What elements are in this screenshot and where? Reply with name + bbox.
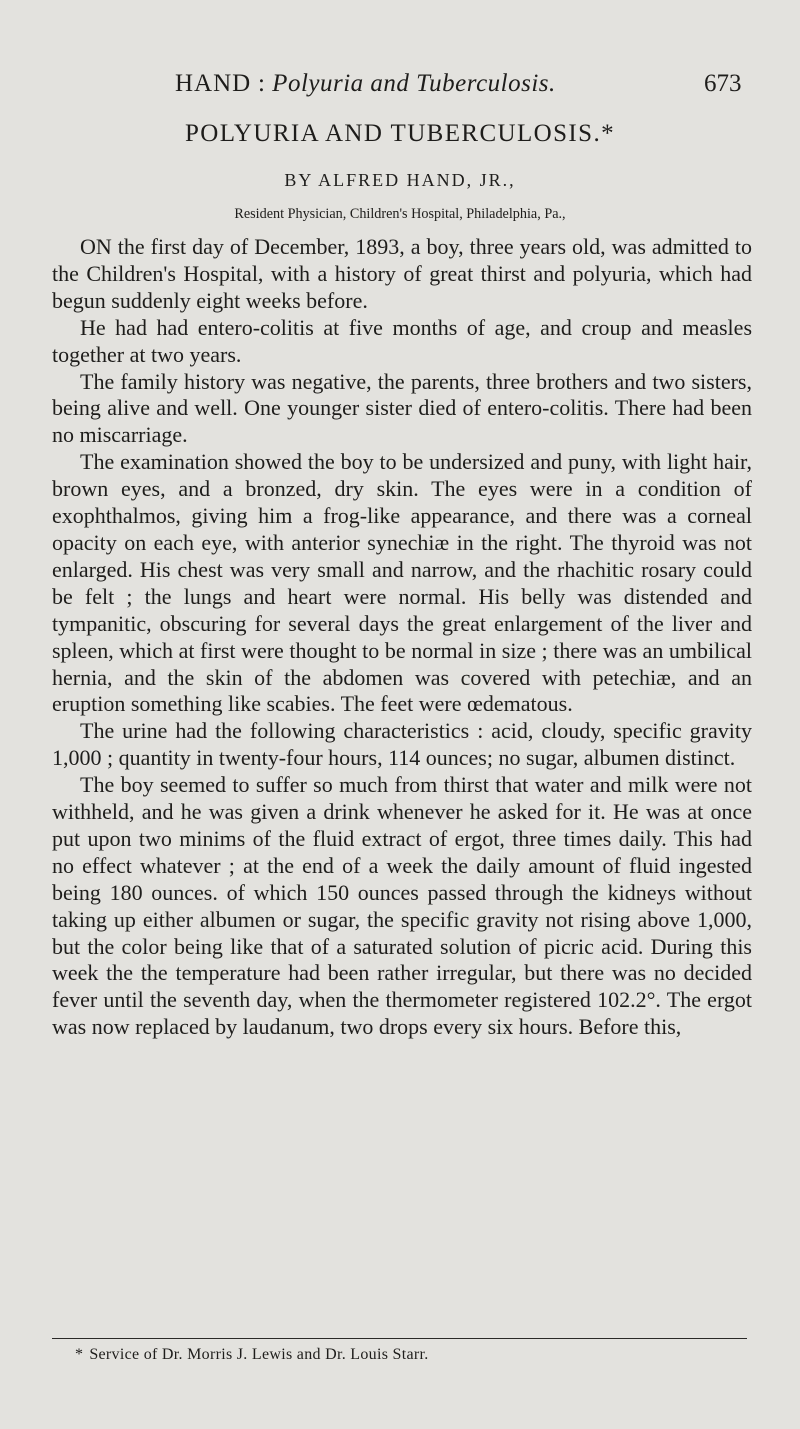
paragraph: The boy seemed to suffer so much from thirst that water and milk were not withheld, and he was given a drink whenever he asked for it. He was at once put upon two minims of the fluid extract of ergot, three times daily. This had no effect whatever ; at the end of a week the daily amount of fluid ingested being 180 ounces. of which 150 ounces passed through the kidneys without taking up either albumen or sugar, the specific gravity not rising above 1,000, but the color being like that of a saturated solution of picric acid. During this week the the temperature had been rather irregular, but there was no decided fever until the seventh day, when the thermometer registered 102.2°. The ergot was now replaced by laudanum, two drops every six hours. Before this, xyxy=(52,772,752,1040)
paragraph: ON the first day of December, 1893, a boy, three years old, was admitted to the Children's Hospital, with a history of great thirst and polyuria, which had begun suddenly eight weeks before. xyxy=(52,234,752,313)
running-head-title: Polyuria and Tuberculosis. xyxy=(272,70,556,97)
footnote-mark: * xyxy=(75,1346,84,1363)
article-body xyxy=(52,234,752,1041)
page-number: 673 xyxy=(704,70,742,97)
footnote-rule xyxy=(52,1338,747,1339)
paragraph: The urine had the following characteristics : acid, cloudy, specific gravity 1,000 ; quantity in twenty-four hours, 114 ounces; no sugar, albumen distinct. xyxy=(52,718,752,771)
paragraph: The family history was negative, the parents, three brothers and two sisters, being alive and well. One younger sister died of entero-colitis. There had been no miscarriage. xyxy=(52,368,752,448)
article-title: POLYURIA AND TUBERCULOSIS.* xyxy=(184,120,616,147)
running-head xyxy=(175,70,556,98)
running-head-separator: : xyxy=(257,70,266,97)
footnote xyxy=(75,1346,429,1364)
paragraph: He had had entero-colitis at five months of age, and croup and measles together at two years. xyxy=(52,314,752,367)
article-byline: BY ALFRED HAND, JR., xyxy=(284,170,516,190)
footnote-text: Service of Dr. Morris J. Lewis and Dr. Louis Starr. xyxy=(89,1346,429,1363)
author-affiliation: Resident Physician, Children's Hospital, Philadelphia, Pa., xyxy=(234,206,566,222)
paragraph: The examination showed the boy to be undersized and puny, with light hair, brown eyes, and a bronzed, dry skin. The eyes were in a condition of exophthalmos, giving him a frog-like appearance, and there was a corneal opacity on each eye, with anterior synechiæ in the right. The thyroid was not enlarged. His chest was very small and narrow, and the rhachitic rosary could be felt ; the lungs and heart were normal. His belly was distended and tympanitic, obscuring for several days the great enlargement of the liver and spleen, which at first were thought to be normal in size ; there was an umbilical hernia, and the skin of the abdomen was covered with petechiæ, and an eruption something like scabies. The feet were œdematous. xyxy=(52,449,752,717)
running-head-author: HAND xyxy=(175,70,252,97)
